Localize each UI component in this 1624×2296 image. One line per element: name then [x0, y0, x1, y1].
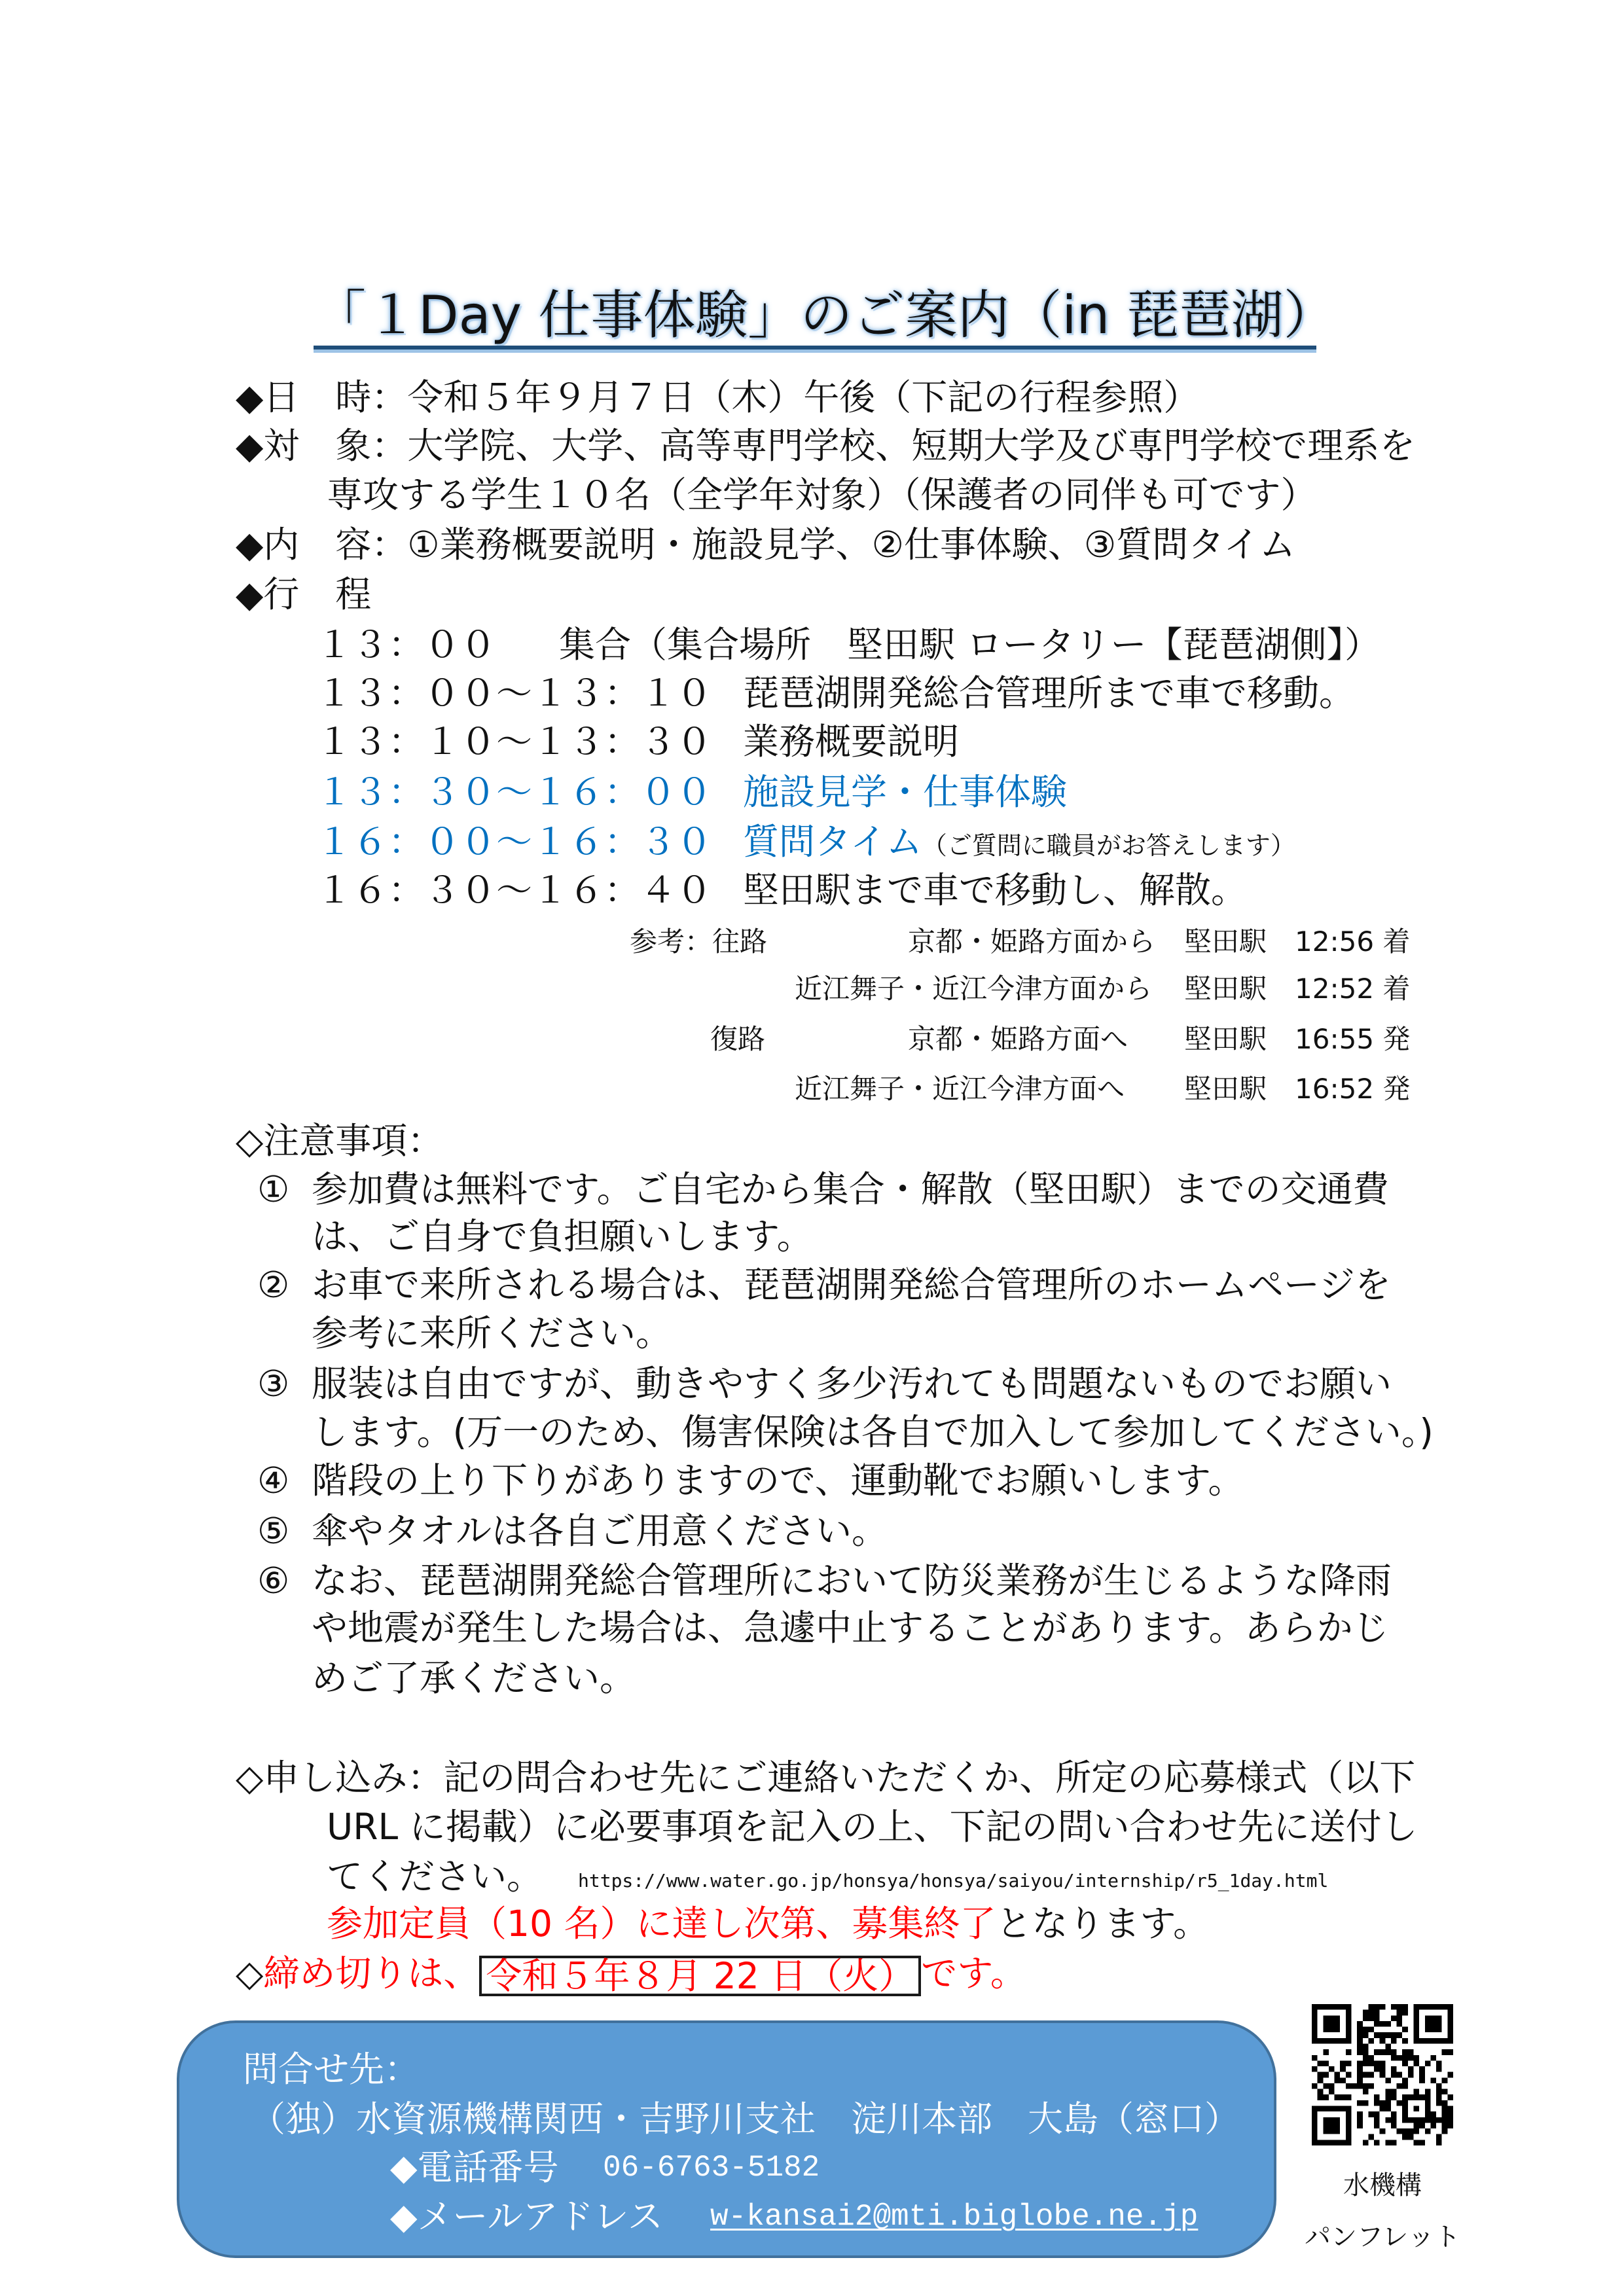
phone-label: ◆電話番号 [390, 2147, 559, 2188]
schedule-activity: 堅田駅まで車で移動し、解散。 [743, 869, 1248, 911]
transit-time: 12:52 着 [1295, 973, 1411, 1005]
qr-caption-line: パンフレット [1305, 2222, 1460, 2252]
schedule-time: １３：１０～１３：３０ [316, 721, 713, 762]
transit-time: 16:52 発 [1295, 1073, 1411, 1105]
title-underline [314, 346, 1316, 350]
note-text: や地震が発生した場合は、急遽中止することがあります。あらかじ [312, 1607, 1389, 1649]
note-number: ③ [257, 1363, 290, 1405]
transit-direction: 京都・姫路方面へ [908, 1023, 1128, 1055]
note-text: します。(万一のため、傷害保険は各自で加入して参加してください。) [312, 1411, 1434, 1453]
schedule-time-highlight: １６：００～１６：３０ [316, 821, 713, 863]
qr-caption-line: 水機構 [1343, 2170, 1422, 2200]
schedule-activity: 集合（集合場所 堅田駅 ロータリー【琵琶湖側】） [559, 624, 1380, 666]
note-text: 階段の上り下りがありますので、運動靴でお願いします。 [312, 1460, 1244, 1501]
schedule-activity-highlight: 質問タイム [743, 821, 922, 863]
schedule-activity-row [743, 821, 1295, 863]
application-line: URL に掲載）に必要事項を記入の上、下記の問い合わせ先に送付し [327, 1806, 1418, 1848]
deadline-lead: 締め切りは、 [263, 1952, 480, 1994]
transit-direction: 京都・姫路方面から [908, 925, 1156, 958]
email-link[interactable]: w-kansai2@mti.biglobe.ne.jp [710, 2200, 1199, 2234]
note-text: 参考に来所ください。 [312, 1312, 672, 1354]
target-line: ◆対 象：大学院、大学、高等専門学校、短期大学及び専門学校で理系を [236, 425, 1416, 467]
note-number: ⑥ [257, 1560, 290, 1602]
transit-direction: 近江舞子・近江今津方面へ [795, 1073, 1125, 1105]
note-text: は、ご自身で負担願いします。 [312, 1215, 813, 1257]
phone-number: 06-6763-5182 [603, 2151, 820, 2185]
qr-code [1312, 2004, 1453, 2145]
capacity-line [327, 1903, 1209, 1945]
content-line: ◆内 容：①業務概要説明・施設見学、②仕事体験、③質問タイム [236, 524, 1296, 565]
application-line: ◇申し込み：記の問合わせ先にご連絡いただくか、所定の応募様式（以下 [236, 1757, 1416, 1799]
transit-time: 12:56 着 [1295, 925, 1411, 958]
note-text: なお、琵琶湖開発総合管理所において防災業務が生じるような降雨 [312, 1560, 1392, 1602]
document-title [314, 285, 1336, 346]
note-number: ① [257, 1168, 290, 1210]
schedule-activity: 業務概要説明 [743, 721, 960, 762]
note-number: ② [257, 1264, 290, 1306]
application-line: てください。 [327, 1856, 543, 1897]
date-line: ◆日 時：令和５年９月７日（木）午後（下記の行程参照） [236, 376, 1200, 418]
schedule-time-highlight: １３：３０～１６：００ [316, 771, 713, 813]
contact-box [177, 2020, 1276, 2258]
contact-heading: 問合せ先： [243, 2049, 420, 2090]
transit-label: 参考：往路 [630, 925, 768, 958]
email-label: ◆メールアドレス [390, 2196, 663, 2237]
note-text: めご了承ください。 [312, 1657, 636, 1699]
transit-station: 堅田駅 [1184, 925, 1267, 958]
schedule-time: １３：００ [316, 624, 497, 666]
notes-heading: ◇注意事項： [236, 1120, 444, 1162]
transit-time: 16:55 発 [1295, 1023, 1411, 1055]
transit-station: 堅田駅 [1184, 1073, 1267, 1105]
capacity-notice: 参加定員（10 名）に達し次第、募集終了 [327, 1903, 996, 1945]
schedule-activity-highlight: 施設見学・仕事体験 [743, 771, 1068, 813]
deadline-line [236, 1952, 1026, 1997]
schedule-time: １３：００～１３：１０ [316, 672, 713, 714]
transit-station: 堅田駅 [1184, 973, 1267, 1005]
note-text: 服装は自由ですが、動きやすく多少汚れても問題ないものでお願い [312, 1363, 1392, 1405]
transit-label: 復路 [710, 1023, 766, 1055]
schedule-heading: ◆行 程 [236, 573, 372, 615]
application-url-link[interactable]: https://www.water.go.jp/honsya/honsya/saiyou/internship/r5_1day.html [578, 1870, 1329, 1892]
transit-station: 堅田駅 [1184, 1023, 1267, 1055]
schedule-activity: 琵琶湖開発総合管理所まで車で移動。 [743, 672, 1356, 714]
contact-organization: （独）水資源機構関西・吉野川支社 淀川本部 大島（窓口） [250, 2098, 1240, 2140]
schedule-note: （ご質問に職員がお答えします） [922, 831, 1295, 860]
note-text: 参加費は無料です。ご自宅から集合・解散（堅田駅）までの交通費 [312, 1168, 1389, 1210]
note-text: 傘やタオルは各自ご用意ください。 [312, 1510, 888, 1552]
deadline-tail: です。 [921, 1952, 1026, 1994]
title-text: 「１Day 仕事体験」のご案内（in 琵琶湖） [314, 285, 1336, 346]
target-line-continued: 専攻する学生１０名（全学年対象）（保護者の同伴も可です） [327, 474, 1317, 516]
note-number: ④ [257, 1460, 290, 1501]
schedule-time: １６：３０～１６：４０ [316, 869, 713, 911]
transit-direction: 近江舞子・近江今津方面から [795, 973, 1153, 1005]
deadline-date-box: 令和５年８月 22 日（火） [479, 1956, 921, 1996]
note-text: お車で来所される場合は、琵琶湖開発総合管理所のホームページを [312, 1264, 1391, 1306]
deadline-marker: ◇ [236, 1952, 264, 1994]
note-number: ⑤ [257, 1510, 290, 1552]
capacity-suffix: となります。 [996, 1903, 1210, 1945]
